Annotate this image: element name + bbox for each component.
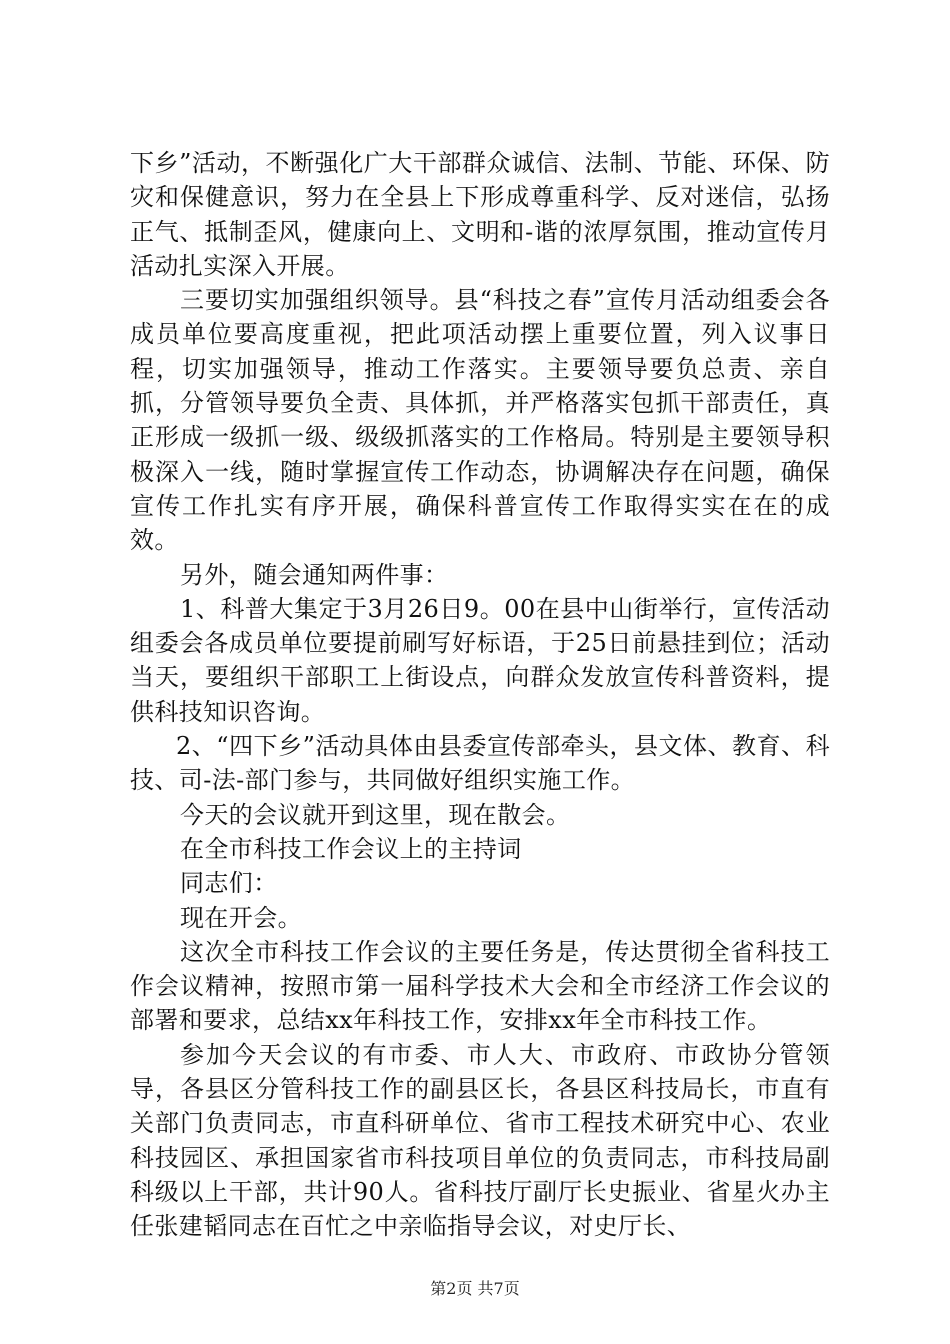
section-title: 在全市科技工作会议上的主持词 <box>180 834 522 863</box>
paragraph-continuation: 下乡”活动，不断强化广大干部群众诚信、法制、节能、环保、防灾和保健意识，努力在全县上下形成尊重科学、反对迷信，弘扬正气、抵制歪风，健康向上、文明和-谐的浓厚氛围，推动宣传月活动扎实深入开展。 <box>130 149 830 280</box>
paragraph-organization-leadership: 三要切实加强组织领导。县“科技之春”宣传月活动组委会各成员单位要高度重视，把此项活动摆上重要位置，列入议事日程，切实加强领导，推动工作落实。主要领导要负总责、亲自抓，分管领导要负全责、具体抓，并严格落实包抓干部责任，真正形成一级抓一级、级级抓落实的工作格局。特别是主要领导积极深入一线，随时掌握宣传工作动态，协调解决存在问题，确保宣传工作扎实有序开展，确保科普宣传工作取得实实在在的成效。 <box>130 286 830 555</box>
paragraph-meeting-close: 今天的会议就开到这里，现在散会。 <box>180 800 571 829</box>
paragraph-notice-item-2: 2、“四下乡”活动具体由县委宣传部牵头，县文体、教育、科技、司-法-部门参与，共同做好组织实施工作。 <box>130 732 830 795</box>
paragraph-salutation: 同志们： <box>180 869 278 898</box>
page-number-footer: 第2页 共7页 <box>430 1279 520 1298</box>
paragraph-meeting-open: 现在开会。 <box>180 903 302 932</box>
paragraph-notice-intro: 另外，随会通知两件事： <box>180 560 449 589</box>
paragraph-attendees: 参加今天会议的有市委、市人大、市政府、市政协分管领导，各县区分管科技工作的副县区长，各县区科技局长，市直有关部门负责同志，市直科研单位、省市工程技术研究中心、农业科技园区、承担国家省市科技项目单位的负责同志，市科技局副科级以上干部，共计90人。省科技厅副厅长史振业、省星火办主任张建韬同志在百忙之中亲临指导会议，对史厅长、 <box>130 1040 830 1241</box>
paragraph-notice-item-1: 1、科普大集定于3月26日9。00在县中山街举行，宣传活动组委会各成员单位要提前刷写好标语，于25日前悬挂到位；活动当天，要组织干部职工上街设点，向群众发放宣传科普资料，提供科技知识咨询。 <box>130 594 830 726</box>
paragraph-meeting-tasks: 这次全市科技工作会议的主要任务是，传达贯彻全省科技工作会议精神，按照市第一届科学技术大会和全市经济工作会议的部署和要求，总结xx年科技工作，安排xx年全市科技工作。 <box>130 937 830 1035</box>
document-body <box>130 146 830 1244</box>
